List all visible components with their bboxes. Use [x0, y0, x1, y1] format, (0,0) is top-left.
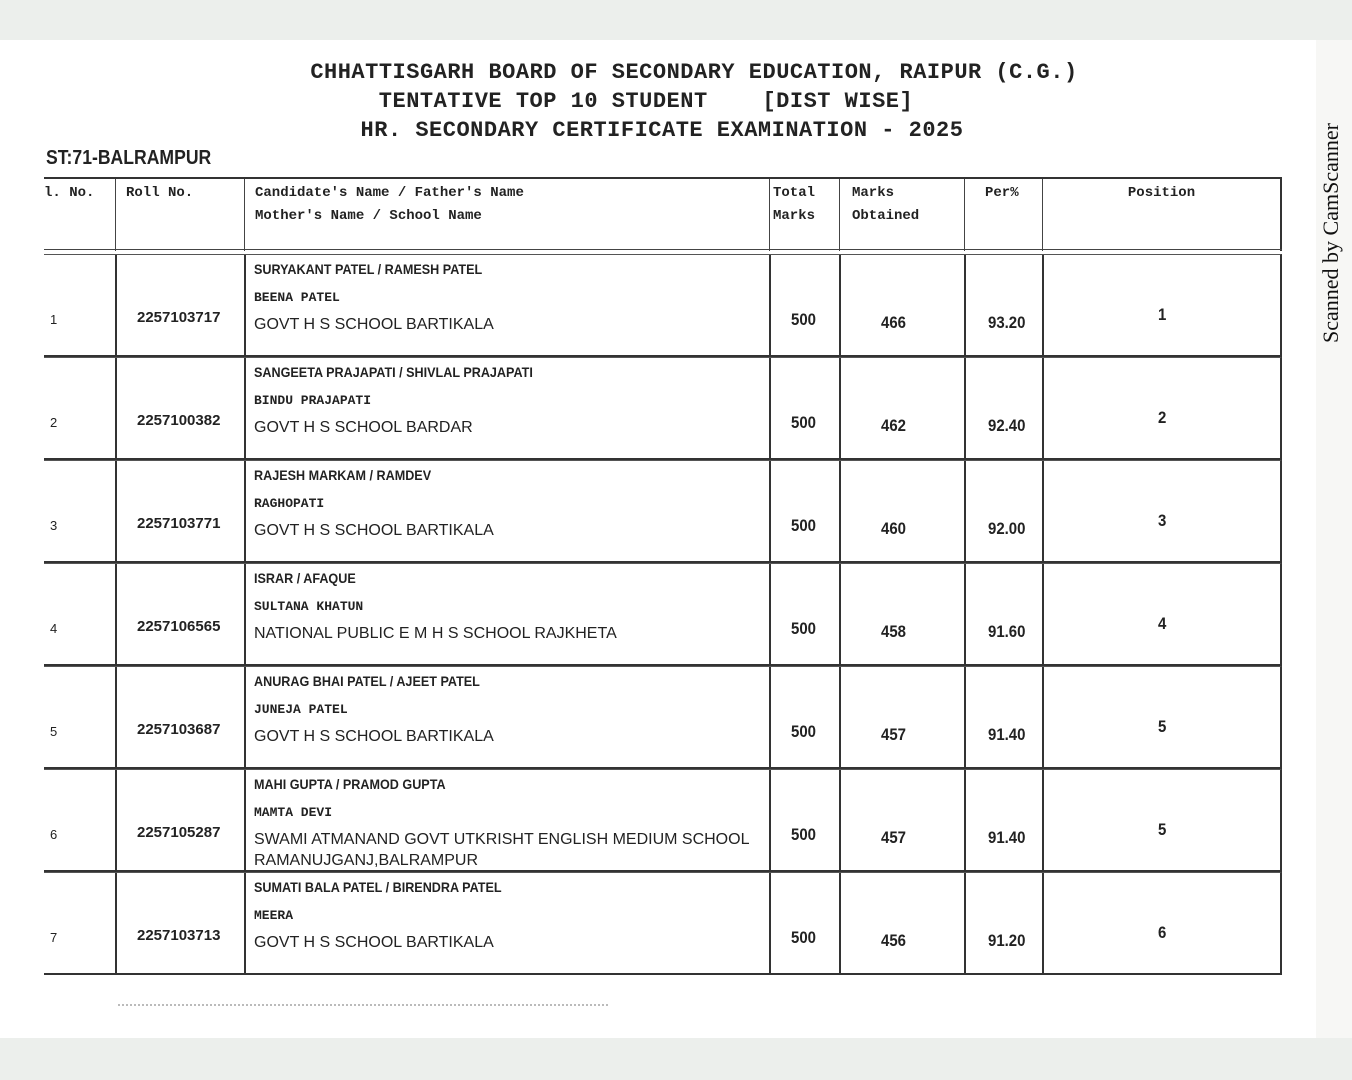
percentage: 93.20	[988, 313, 1026, 332]
cell-sno	[44, 770, 116, 870]
col-position-label: Position	[1127, 185, 1196, 201]
cell-obtained	[839, 873, 965, 973]
candidate-father-name: SURYAKANT PATEL / RAMESH PATEL	[254, 261, 483, 277]
cell-perc	[964, 461, 1043, 561]
mother-name: RAGHOPATI	[254, 496, 325, 511]
col-total-label-1: Total	[773, 185, 816, 201]
total-marks: 500	[791, 722, 816, 741]
cell-sno	[44, 255, 116, 355]
cell-position	[1042, 770, 1280, 870]
candidate-father-name: RAJESH MARKAM / RAMDEV	[254, 467, 432, 483]
cell-roll	[115, 770, 245, 870]
cell-name	[244, 358, 770, 458]
sno-value: 1	[50, 312, 58, 327]
cell-sno	[44, 564, 116, 664]
roll-value: 2257103713	[137, 927, 221, 944]
percentage: 91.60	[988, 622, 1026, 641]
cell-position	[1042, 255, 1280, 355]
cell-perc	[964, 564, 1043, 664]
percentage: 91.40	[988, 828, 1026, 847]
cell-position	[1042, 873, 1280, 973]
table-row	[44, 769, 1282, 872]
mother-name: SULTANA KHATUN	[254, 599, 364, 614]
col-obtained	[839, 179, 965, 251]
candidate-father-name: ANURAG BHAI PATEL / AJEET PATEL	[254, 673, 480, 689]
cell-sno	[44, 667, 116, 767]
cell-sno	[44, 358, 116, 458]
cell-obtained	[839, 461, 965, 561]
school-name: GOVT H S SCHOOL BARTIKALA	[254, 316, 494, 333]
cut-off-footnote	[118, 1004, 608, 1012]
cell-sno	[44, 873, 116, 973]
candidate-father-name: MAHI GUPTA / PRAMOD GUPTA	[254, 776, 446, 792]
candidate-father-name: SANGEETA PRAJAPATI / SHIVLAL PRAJAPATI	[254, 364, 533, 380]
position-value: 3	[1158, 511, 1167, 530]
col-obtained-label-1: Marks	[852, 185, 895, 201]
mother-name: BINDU PRAJAPATI	[254, 393, 372, 408]
table-row	[44, 666, 1282, 769]
col-total	[769, 179, 840, 251]
roll-value: 2257103771	[137, 515, 221, 532]
cell-roll	[115, 564, 245, 664]
school-name: SWAMI ATMANAND GOVT UTKRISHT ENGLISH MEDIUM SCHOOL RAMANUJGANJ,BALRAMPUR	[254, 831, 749, 869]
cell-obtained	[839, 667, 965, 767]
marks-obtained: 457	[881, 725, 906, 744]
cell-name	[244, 564, 770, 664]
sno-value: 6	[50, 827, 58, 842]
cell-perc	[964, 255, 1043, 355]
percentage: 92.40	[988, 416, 1026, 435]
table-row	[44, 357, 1282, 460]
position-value: 5	[1158, 717, 1167, 736]
col-roll	[115, 179, 245, 251]
cell-total	[769, 358, 840, 458]
percentage: 91.20	[988, 931, 1026, 950]
marks-obtained: 458	[881, 622, 906, 641]
roll-value: 2257105287	[137, 824, 221, 841]
candidate-father-name: ISRAR / AFAQUE	[254, 570, 356, 586]
percentage: 91.40	[988, 725, 1026, 744]
total-marks: 500	[791, 825, 816, 844]
cell-sno	[44, 461, 116, 561]
col-roll-label: Roll No.	[126, 185, 194, 201]
cell-name	[244, 667, 770, 767]
cell-roll	[115, 255, 245, 355]
district-label: ST:71-BALRAMPUR	[46, 147, 212, 169]
sno-value: 3	[50, 518, 58, 533]
total-marks: 500	[791, 413, 816, 432]
cell-name	[244, 770, 770, 870]
col-sno-label: l. No.	[44, 185, 95, 201]
mother-name: MEERA	[254, 908, 294, 923]
table-header	[44, 177, 1282, 251]
candidate-father-name: SUMATI BALA PATEL / BIRENDRA PATEL	[254, 879, 502, 895]
position-value: 2	[1158, 408, 1167, 427]
table-row	[44, 460, 1282, 563]
table-row	[44, 254, 1282, 357]
cell-obtained	[839, 358, 965, 458]
col-name-label-2: Mother's Name / School Name	[255, 208, 482, 224]
col-sno	[44, 179, 116, 251]
cell-perc	[964, 770, 1043, 870]
exam-title: HR. SECONDARY CERTIFICATE EXAMINATION - 2025	[360, 118, 964, 143]
cell-obtained	[839, 255, 965, 355]
total-marks: 500	[791, 928, 816, 947]
cell-perc	[964, 667, 1043, 767]
table-row	[44, 563, 1282, 666]
school-name: GOVT H S SCHOOL BARTIKALA	[254, 934, 494, 951]
cell-perc	[964, 358, 1043, 458]
cell-total	[769, 667, 840, 767]
roll-value: 2257103687	[137, 721, 221, 738]
cell-perc	[964, 873, 1043, 973]
report-title: TENTATIVE TOP 10 STUDENT [DIST WISE]	[378, 89, 914, 114]
cell-total	[769, 461, 840, 561]
roll-value: 2257103717	[137, 309, 221, 326]
cell-name	[244, 255, 770, 355]
cell-total	[769, 770, 840, 870]
board-title: CHHATTISGARH BOARD OF SECONDARY EDUCATION, RAIPUR (C.G.)	[310, 60, 1078, 85]
cell-roll	[115, 873, 245, 973]
camscanner-watermark: Scanned by CamScanner	[1318, 123, 1343, 343]
cell-position	[1042, 564, 1280, 664]
cell-position	[1042, 667, 1280, 767]
marks-obtained: 460	[881, 519, 906, 538]
col-perc	[964, 179, 1043, 251]
marks-obtained: 462	[881, 416, 906, 435]
col-name-label-1: Candidate's Name / Father's Name	[255, 185, 524, 201]
cell-position	[1042, 461, 1280, 561]
cell-name	[244, 461, 770, 561]
position-value: 4	[1158, 614, 1167, 633]
col-total-label-2: Marks	[773, 208, 816, 224]
marks-obtained: 457	[881, 828, 906, 847]
sno-value: 2	[50, 415, 58, 430]
position-value: 1	[1158, 305, 1167, 324]
school-name: GOVT H S SCHOOL BARTIKALA	[254, 728, 494, 745]
school-name: GOVT H S SCHOOL BARDAR	[254, 419, 473, 436]
sno-value: 4	[50, 621, 58, 636]
cell-position	[1042, 358, 1280, 458]
sno-value: 7	[50, 930, 58, 945]
marks-obtained: 466	[881, 313, 906, 332]
table-row	[44, 872, 1282, 975]
position-value: 5	[1158, 820, 1167, 839]
roll-value: 2257106565	[137, 618, 221, 635]
col-perc-label: Per%	[985, 185, 1019, 201]
total-marks: 500	[791, 619, 816, 638]
position-value: 6	[1158, 923, 1167, 942]
cell-roll	[115, 461, 245, 561]
mother-name: JUNEJA PATEL	[254, 702, 348, 717]
marks-obtained: 456	[881, 931, 906, 950]
total-marks: 500	[791, 310, 816, 329]
cell-total	[769, 255, 840, 355]
col-name	[244, 179, 770, 251]
roll-value: 2257100382	[137, 412, 221, 429]
col-obtained-label-2: Obtained	[852, 208, 920, 224]
percentage: 92.00	[988, 519, 1026, 538]
cell-name	[244, 873, 770, 973]
cell-total	[769, 564, 840, 664]
mother-name: MAMTA DEVI	[254, 805, 333, 820]
school-name: GOVT H S SCHOOL BARTIKALA	[254, 522, 494, 539]
cell-obtained	[839, 770, 965, 870]
mother-name: BEENA PATEL	[254, 290, 340, 305]
cell-total	[769, 873, 840, 973]
cell-obtained	[839, 564, 965, 664]
cell-roll	[115, 358, 245, 458]
background-band	[0, 1038, 1352, 1080]
total-marks: 500	[791, 516, 816, 535]
cell-roll	[115, 667, 245, 767]
school-name: NATIONAL PUBLIC E M H S SCHOOL RAJKHETA	[254, 625, 617, 642]
col-position	[1042, 179, 1280, 251]
sno-value: 5	[50, 724, 58, 739]
